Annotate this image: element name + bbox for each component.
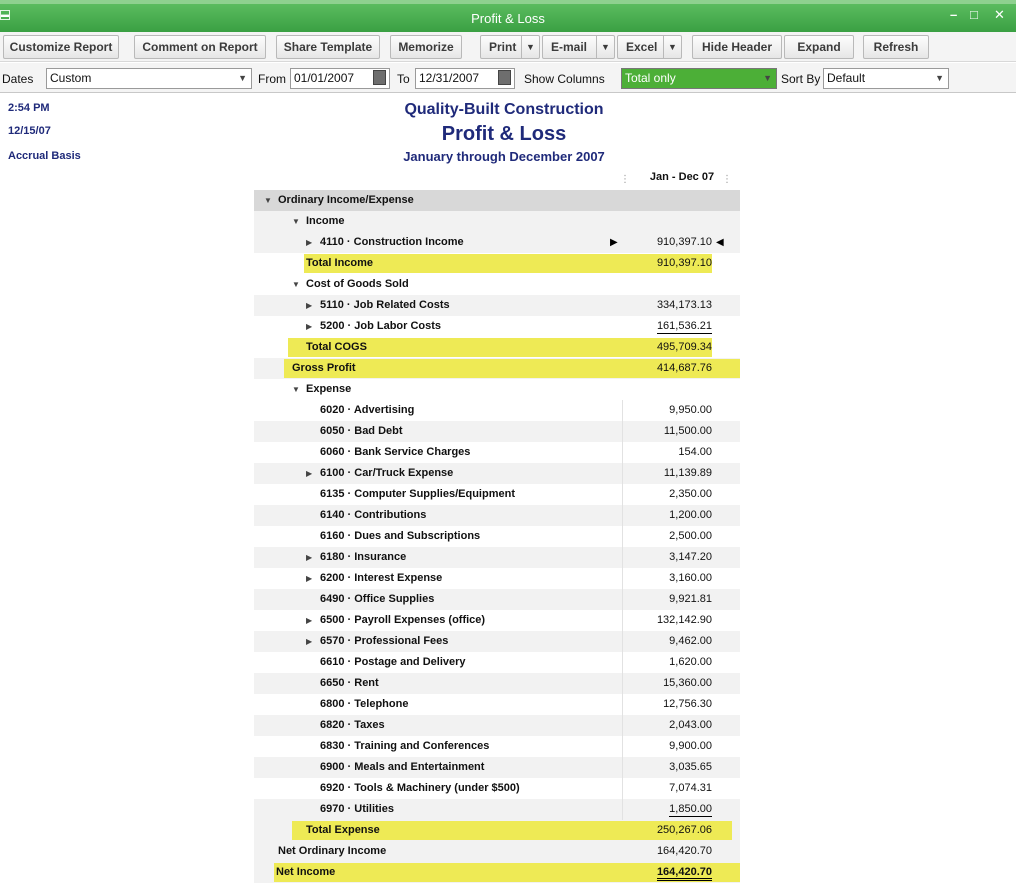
account-row[interactable]	[254, 316, 740, 337]
filter-bar	[0, 63, 1016, 93]
row-label: 6500 · Payroll Expenses (office)	[320, 614, 486, 626]
collapse-triangle-icon[interactable]: ▼	[292, 280, 300, 289]
column-divider	[622, 589, 623, 610]
from-label: From	[258, 72, 286, 86]
row-label: 6050 · Bad Debt	[320, 425, 403, 437]
column-divider	[622, 442, 623, 463]
row-amount[interactable]: 154.00	[678, 446, 712, 458]
row-label: 6180 · Insurance	[320, 551, 407, 563]
column-header[interactable]: Jan - Dec 07	[649, 171, 715, 183]
report-title: Profit & Loss	[441, 123, 567, 145]
sort-by-value: Default	[827, 71, 866, 85]
row-amount[interactable]: 910,397.10	[656, 257, 712, 269]
row-amount[interactable]: 334,173.13	[656, 299, 712, 311]
row-label: 6570 · Professional Fees	[320, 635, 449, 647]
row-amount[interactable]: 11,500.00	[663, 425, 712, 437]
window-title: Profit & Loss	[471, 11, 545, 26]
row-label: 6820 · Taxes	[320, 719, 385, 731]
to-label: To	[397, 72, 410, 86]
share-template-button[interactable]: Share Template	[276, 35, 380, 59]
row-label: 6970 · Utilities	[320, 803, 394, 815]
memorize-button[interactable]: Memorize	[390, 35, 462, 59]
excel-button[interactable]	[617, 35, 682, 59]
row-label: 6650 · Rent	[320, 677, 379, 689]
row-amount[interactable]: 161,536.21	[656, 320, 712, 332]
column-divider	[622, 610, 623, 631]
customize-report-button[interactable]: Customize Report	[3, 35, 119, 59]
row-label: Total COGS	[306, 341, 367, 353]
hide-header-button[interactable]: Hide Header	[692, 35, 782, 59]
row-amount[interactable]: 9,921.81	[669, 593, 712, 605]
row-pointer-icon: ▶	[610, 237, 618, 248]
row-label: Gross Profit	[292, 362, 356, 374]
report-period: January through December 2007	[403, 149, 605, 164]
account-row[interactable]	[254, 757, 740, 778]
row-label: Net Income	[276, 866, 336, 878]
expand-triangle-icon[interactable]: ▶	[306, 553, 313, 562]
row-label: 5110 · Job Related Costs	[320, 299, 450, 311]
column-divider	[622, 778, 623, 799]
column-divider	[622, 715, 623, 736]
expand-triangle-icon[interactable]: ▶	[306, 301, 313, 310]
row-amount[interactable]: 3,147.20	[669, 551, 712, 563]
row-amount[interactable]: 1,200.00	[669, 509, 712, 521]
dates-select-value: Custom	[50, 71, 92, 85]
row-pointer-icon: ◀	[716, 237, 724, 248]
email-button[interactable]	[542, 35, 615, 59]
account-row[interactable]	[254, 421, 740, 442]
row-amount[interactable]: 9,950.00	[669, 404, 712, 416]
row-label: 6830 · Training and Conferences	[320, 740, 490, 752]
column-divider	[622, 547, 623, 568]
row-label: 6020 · Advertising	[320, 404, 415, 416]
account-row[interactable]	[254, 295, 740, 316]
account-row[interactable]	[254, 442, 740, 463]
collapse-triangle-icon[interactable]: ▼	[292, 217, 300, 226]
chevron-down-icon: ▼	[238, 73, 247, 83]
sort-by-select[interactable]	[823, 68, 949, 89]
restore-icon[interactable]: □	[970, 7, 978, 22]
row-label: Total Income	[306, 257, 374, 269]
row-amount[interactable]: 11,139.89	[663, 467, 712, 479]
row-label: 5200 · Job Labor Costs	[320, 320, 442, 332]
sort-by-label: Sort By	[781, 72, 821, 86]
row-amount[interactable]: 3,160.00	[669, 572, 712, 584]
window-title-bar	[0, 0, 1016, 32]
account-row[interactable]	[254, 715, 740, 736]
net-income-row[interactable]	[254, 862, 740, 883]
account-row[interactable]	[254, 589, 740, 610]
account-row[interactable]	[254, 631, 740, 652]
row-amount[interactable]: 9,900.00	[669, 740, 712, 752]
row-label: 4110 · Construction Income	[320, 236, 464, 248]
title-bar-strip	[0, 0, 1016, 4]
row-label: 6160 · Dues and Subscriptions	[320, 530, 481, 542]
row-label: 6200 · Interest Expense	[320, 572, 443, 584]
column-divider	[622, 736, 623, 757]
row-label: 6900 · Meals and Entertainment	[320, 761, 485, 773]
row-label: Cost of Goods Sold	[306, 278, 409, 290]
to-date-field[interactable]	[415, 68, 515, 89]
column-divider	[622, 652, 623, 673]
row-label: Ordinary Income/Expense	[278, 194, 414, 206]
account-row[interactable]	[254, 799, 740, 820]
dates-label: Dates	[2, 72, 34, 86]
row-label: Total Expense	[306, 824, 380, 836]
total-expense-row[interactable]	[254, 820, 740, 841]
report-basis: Accrual Basis	[8, 150, 81, 162]
excel-dropdown-icon[interactable]: ▼	[663, 36, 681, 58]
section-income[interactable]	[254, 211, 740, 232]
to-date-value: 12/31/2007	[419, 71, 480, 85]
column-divider	[622, 505, 623, 526]
account-row[interactable]	[254, 547, 740, 568]
comment-on-report-button[interactable]: Comment on Report	[134, 35, 266, 59]
column-divider	[622, 694, 623, 715]
show-columns-select[interactable]	[621, 68, 777, 89]
column-resize-handle[interactable]: ⋮	[620, 174, 630, 185]
row-amount[interactable]: 132,142.90	[656, 614, 712, 626]
collapse-triangle-icon[interactable]: ▼	[292, 385, 300, 394]
report-body	[254, 190, 740, 883]
minimize-icon[interactable]: –	[950, 7, 958, 22]
calendar-icon[interactable]	[498, 70, 511, 85]
chevron-down-icon: ▼	[763, 73, 772, 83]
row-label: Income	[306, 215, 345, 227]
column-divider	[622, 631, 623, 652]
refresh-button[interactable]: Refresh	[863, 35, 929, 59]
account-row[interactable]	[254, 568, 740, 589]
collapse-triangle-icon[interactable]: ▼	[264, 196, 272, 205]
report-toolbar	[0, 32, 1016, 62]
print-button[interactable]	[480, 35, 540, 59]
print-dropdown-icon[interactable]: ▼	[521, 36, 539, 58]
column-divider	[622, 421, 623, 442]
from-date-field[interactable]	[290, 68, 390, 89]
expand-triangle-icon[interactable]: ▶	[306, 238, 313, 247]
account-row[interactable]	[254, 526, 740, 547]
row-amount[interactable]: 1,620.00	[669, 656, 712, 668]
account-row[interactable]	[254, 400, 740, 421]
row-label: 6135 · Computer Supplies/Equipment	[320, 488, 515, 500]
chevron-down-icon: ▼	[935, 73, 944, 83]
company-name: Quality-Built Construction	[404, 101, 604, 118]
row-amount[interactable]: 9,462.00	[669, 635, 712, 647]
row-amount[interactable]: 7,074.31	[669, 782, 712, 794]
row-label: 6920 · Tools & Machinery (under $500)	[320, 782, 520, 794]
account-row[interactable]	[254, 652, 740, 673]
column-divider	[622, 463, 623, 484]
email-button-label: E-mail	[551, 40, 588, 54]
email-dropdown-icon[interactable]: ▼	[596, 36, 614, 58]
row-label: 6100 · Car/Truck Expense	[320, 467, 454, 479]
show-columns-label: Show Columns	[524, 72, 605, 86]
row-amount[interactable]: 495,709.34	[656, 341, 712, 353]
dates-select[interactable]	[46, 68, 252, 89]
show-columns-value: Total only	[625, 71, 676, 85]
net-ordinary-income-row[interactable]	[254, 841, 740, 862]
row-label: 6060 · Bank Service Charges	[320, 446, 471, 458]
expand-triangle-icon[interactable]: ▶	[306, 616, 313, 625]
row-label: 6610 · Postage and Delivery	[320, 656, 466, 668]
row-amount[interactable]: 250,267.06	[656, 824, 712, 836]
total-income-row[interactable]	[254, 253, 740, 274]
close-icon[interactable]: ✕	[994, 7, 1005, 22]
row-label: 6800 · Telephone	[320, 698, 409, 710]
column-divider	[622, 568, 623, 589]
row-amount[interactable]: 15,360.00	[663, 677, 712, 689]
column-divider	[622, 484, 623, 505]
expand-button[interactable]: Expand	[784, 35, 854, 59]
expand-triangle-icon[interactable]: ▶	[306, 322, 313, 331]
row-label: Expense	[306, 383, 352, 395]
column-divider	[622, 673, 623, 694]
row-amount[interactable]: 910,397.10	[656, 236, 712, 248]
expand-triangle-icon[interactable]: ▶	[306, 469, 313, 478]
column-resize-handle[interactable]: ⋮	[722, 174, 732, 185]
excel-button-label: Excel	[626, 40, 658, 54]
column-divider	[622, 799, 623, 820]
row-amount[interactable]: 2,500.00	[669, 530, 712, 542]
section-cogs[interactable]	[254, 274, 740, 295]
row-label: 6140 · Contributions	[320, 509, 427, 521]
system-menu-icon[interactable]: ▬	[1, 10, 9, 19]
report-time: 2:54 PM	[8, 102, 50, 114]
calendar-icon[interactable]	[373, 70, 386, 85]
account-row[interactable]	[254, 484, 740, 505]
account-row[interactable]	[254, 673, 740, 694]
column-divider	[622, 757, 623, 778]
column-divider	[622, 400, 623, 421]
account-row[interactable]	[254, 778, 740, 799]
gross-profit-row[interactable]	[254, 358, 740, 379]
section-expense[interactable]	[254, 379, 740, 400]
from-date-value: 01/01/2007	[294, 71, 355, 85]
account-row[interactable]	[254, 694, 740, 715]
row-amount[interactable]: 414,687.76	[656, 362, 712, 374]
account-row[interactable]	[254, 610, 740, 631]
account-row[interactable]	[254, 232, 740, 253]
column-divider	[622, 526, 623, 547]
row-amount[interactable]: 2,043.00	[669, 719, 712, 731]
total-cogs-row[interactable]	[254, 337, 740, 358]
account-row[interactable]	[254, 505, 740, 526]
section-ordinary-income-expense[interactable]	[254, 190, 740, 211]
report-date: 12/15/07	[8, 125, 51, 137]
row-amount[interactable]: 3,035.65	[669, 761, 712, 773]
expand-triangle-icon[interactable]: ▶	[306, 574, 313, 583]
account-row[interactable]	[254, 463, 740, 484]
row-label: Net Ordinary Income	[278, 845, 387, 857]
row-label: 6490 · Office Supplies	[320, 593, 435, 605]
row-amount[interactable]: 1,850.00	[669, 803, 712, 815]
print-button-label: Print	[489, 40, 517, 54]
row-amount[interactable]: 164,420.70	[656, 845, 712, 857]
row-amount[interactable]: 12,756.30	[663, 698, 712, 710]
row-amount[interactable]: 2,350.00	[669, 488, 712, 500]
account-row[interactable]	[254, 736, 740, 757]
row-amount[interactable]: 164,420.70	[657, 866, 712, 881]
expand-triangle-icon[interactable]: ▶	[306, 637, 313, 646]
